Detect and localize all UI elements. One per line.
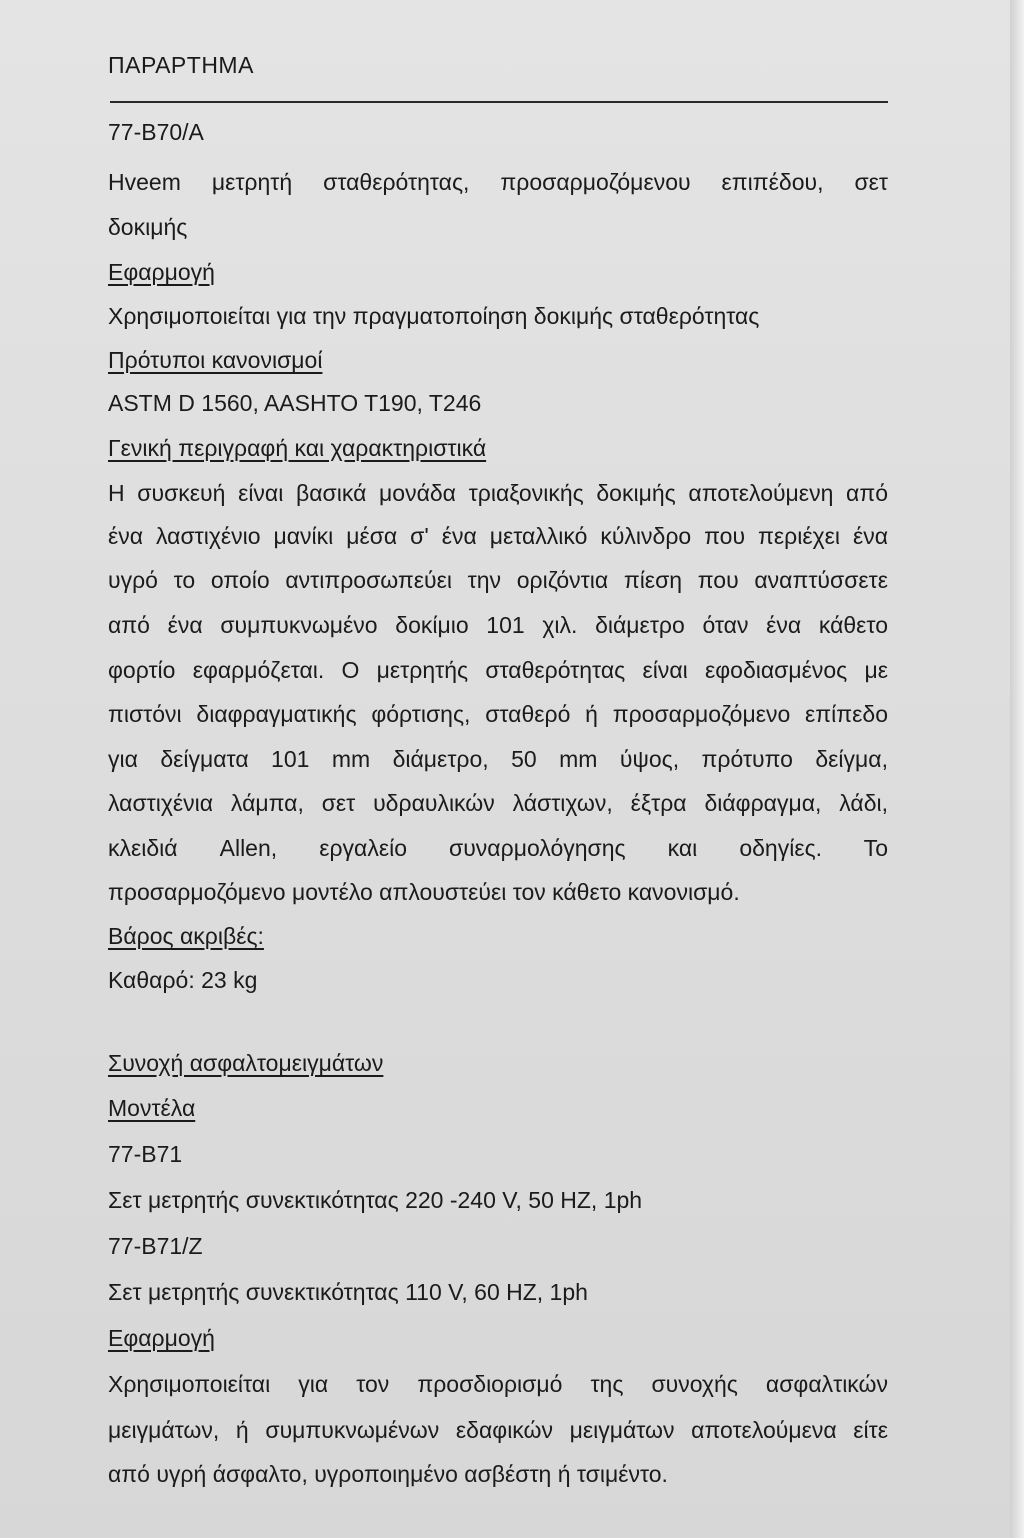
section-heading-application-2: Εφαρμογή: [108, 1325, 215, 1351]
section-heading-standards: Πρότυποι κανονισμοί: [108, 347, 323, 373]
model-code-b71: 77-B71: [108, 1141, 183, 1167]
description-line-8: λαστιχένια λάμπα, σετ υδραυλικών λάστιχων, έξτρα διάφραγμα, λάδι,: [108, 790, 888, 816]
description-line-5: φορτίο εφαρμόζεται. Ο μετρητής σταθερότητας είναι εφοδιασμένος με: [108, 657, 888, 683]
application-2-line-2: μειγμάτων, ή συμπυκνωμένων εδαφικών μειγμάτων αποτελούμενα είτε: [108, 1417, 888, 1443]
description-line-4: από ένα συμπυκνωμένο δοκίμιο 101 χιλ. διάμετρο όταν ένα κάθετο: [108, 612, 888, 638]
product-title-line-2: δοκιμής: [108, 214, 188, 240]
section-heading-models: Μοντέλα: [108, 1095, 196, 1121]
description-line-10: προσαρμοζόμενο μοντέλο απλουστεύει τον κάθετο κανονισμό.: [108, 879, 740, 905]
section-heading-weight: Βάρος ακριβές:: [108, 923, 264, 949]
description-line-7: για δείγματα 101 mm διάμετρο, 50 mm ύψος, πρότυπο δείγμα,: [108, 746, 888, 772]
appendix-header: ΠΑΡΑΡΤΗΜΑ: [108, 52, 254, 78]
product-title-line-1: Hveem μετρητή σταθερότητας, προσαρμοζόμενου επιπέδου, σετ: [108, 169, 888, 195]
description-line-9: κλειδιά Allen, εργαλείο συναρμολόγησης και οδηγίες. Το: [108, 835, 888, 861]
description-line-3: υγρό το οποίο αντιπροσωπεύει την οριζόντια πίεση που αναπτύσσετε: [108, 567, 888, 593]
header-rule: [110, 101, 888, 103]
description-line-1: Η συσκευή είναι βασικά μονάδα τριαξονικής δοκιμής αποτελούμενη από: [108, 480, 888, 506]
section-heading-cohesion: Συνοχή ασφαλτομειγμάτων: [108, 1050, 384, 1076]
model-code-b70a: 77-B70/A: [108, 119, 204, 145]
application-2-line-3: από υγρή άσφαλτο, υγροποιημένο ασβέστη ή τσιμέντο.: [108, 1461, 668, 1487]
section-heading-description: Γενική περιγραφή και χαρακτηριστικά: [108, 435, 487, 461]
application-2-line-1: Χρησιμοποιείται για τον προσδιορισμό της συνοχής ασφαλτικών: [108, 1371, 888, 1397]
description-line-2: ένα λαστιχένιο μανίκι μέσα σ' ένα μεταλλικό κύλινδρο που περιέχει ένα: [108, 523, 888, 549]
model-b71-description: Σετ μετρητής συνεκτικότητας 220 -240 V, 50 HZ, 1ph: [108, 1187, 643, 1213]
model-b71z-description: Σετ μετρητής συνεκτικότητας 110 V, 60 HZ, 1ph: [108, 1279, 588, 1305]
description-line-6: πιστόνι διαφραγματικής φόρτισης, σταθερό ή προσαρμοζόμενο επίπεδο: [108, 701, 888, 727]
standards-text: ASTM D 1560, AASHTO T190, T246: [108, 390, 482, 416]
net-weight-text: Καθαρό: 23 kg: [108, 967, 258, 993]
document-content: [108, 0, 898, 1538]
model-code-b71z: 77-B71/Z: [108, 1233, 203, 1259]
application-text: Χρησιμοποιείται για την πραγματοποίηση δοκιμής σταθερότητας: [108, 303, 760, 329]
section-heading-application: Εφαρμογή: [108, 259, 215, 285]
page-edge-shadow: [1010, 0, 1024, 1538]
